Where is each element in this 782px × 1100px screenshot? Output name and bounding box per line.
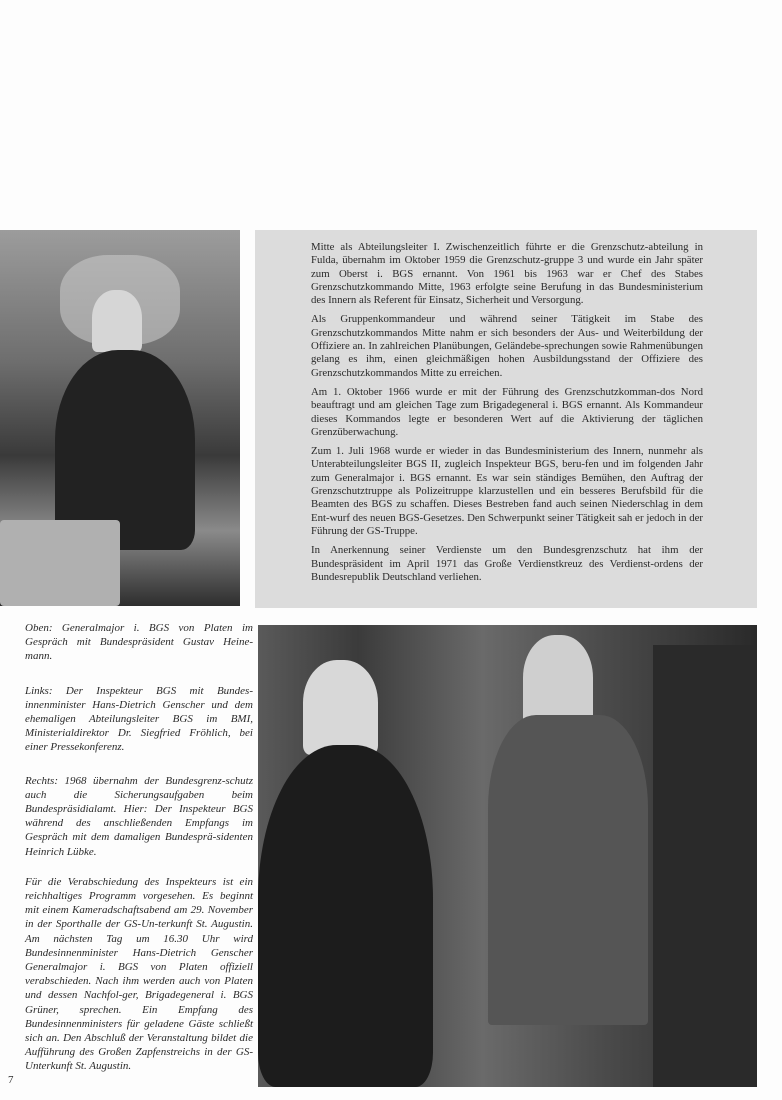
article-text-block (255, 230, 757, 608)
caption-rechts: Rechts: 1968 übernahm der Bundesgrenz-schutz auch die Sicherungsaufgaben beim Bundespräsidialamt. Hier: Der Inspekteur BGS während des anschließenden Empfangs im Gespräch mit dem damaligen Bundesprä-sidenten Heinrich Lübke. (25, 774, 253, 858)
article-paragraph: Zum 1. Juli 1968 wurde er wieder in das Bundesministerium des Innern, nunmehr als Unterabteilungsleiter BGS II, zugleich Inspekteur BGS, beru-fen und im folgenden Jahr zum Generalmajor i. BGS ernannt. Es war sein ständiges Bemühen, den Auftrag der Grenzschutztruppe als Polizeitruppe klarzustellen und ein besseres Berufsbild für die Beamten des BGS zu schaffen. Dieses Bestreben fand auch seinen Niederschlag in dem Ent-wurf des neuen BGS-Gesetzes. Den Schwerpunkt seiner Tätigkeit sah er jedoch in der Führung der GS-Truppe. (311, 445, 703, 537)
photo-press-conference (0, 230, 240, 606)
photo-reception-luebke (258, 625, 757, 1087)
article-paragraph: In Anerkennung seiner Verdienste um den Bundesgrenzschutz hat ihm der Bundespräsident im April 1971 das Große Verdienstkreuz des Verdienst-ordens der Bundesrepublik Deutschland verliehen. (311, 544, 703, 583)
article-paragraph: Am 1. Oktober 1966 wurde er mit der Führung des Grenzschutzkomman-dos Nord beauftragt und am gleichen Tage zum Brigadegeneral i. BGS ernannt. Als Kommandeur dieses Kommandos legte er besonderen Wert auf die Aktivierung der täglichen Grenzüberwachung. (311, 385, 703, 438)
caption-oben: Oben: Generalmajor i. BGS von Platen im Gespräch mit Bundespräsident Gustav Heine-mann. (25, 622, 253, 663)
caption-column (25, 621, 253, 1074)
article-paragraph: Mitte als Abteilungsleiter I. Zwischenzeitlich führte er die Grenzschutz-abteilung in Fulda, übernahm im Oktober 1959 die Grenzschutz-gruppe 3 und wurde ein Jahr später zum Oberst i. BGS ernannt. Von 1961 bis 1963 war er Chef des Stabes Grenzschutzkommando Mitte, 1963 erfolgte seine Berufung in das Bundesministerium des Innern als Referent für Einsatz, Sicherheit und Versorgung. (311, 241, 703, 307)
caption-links: Links: Der Inspekteur BGS mit Bundes-innenminister Hans-Dietrich Genscher und dem ehemaligen Abteilungsleiter BGS im BMI, Ministerialdirektor Dr. Siegfried Fröhlich, bei einer Pressekonferenz. (25, 684, 253, 754)
caption-programm: Für die Verabschiedung des Inspekteurs ist ein reichhaltiges Programm vorgesehen. Es beginnt mit einem Kameradschaftsabend am 29. November in der Sporthalle der GS-Un-terkunft St. Augustin. Am nächsten Tag um 16.30 Uhr wird Bundesinnenminister Hans-Dietrich Genscher Generalmajor i. BGS von Platen offiziell verabschieden. Nach ihm werden auch von Platen und dessen Nachfol-ger, Brigadegeneral i. BGS Grüner, sprechen. Ein Empfang des Bundesinnenministers für geladene Gäste schließt sich an. Den Abschluß der Veranstaltung bildet die Aufführung des Großen Zapfenstreichs in der GS-Unterkunft St. Augustin. (25, 875, 253, 1073)
article-paragraph: Als Gruppenkommandeur und während seiner Tätigkeit im Stabe des Grenzschutzkommandos Mitte nahm er sich besonders der Aus- und Weiterbildung der Offiziere an. In zahlreichen Planübungen, Geländebe-sprechungen sowie Rahmenübungen gelang es ihm, einen gleichmäßigen hohen Ausbildungsstand der Offiziere des Grenzschutzkommandos Mitte zu erreichen. (311, 313, 703, 379)
page-number: 7 (8, 1074, 14, 1086)
